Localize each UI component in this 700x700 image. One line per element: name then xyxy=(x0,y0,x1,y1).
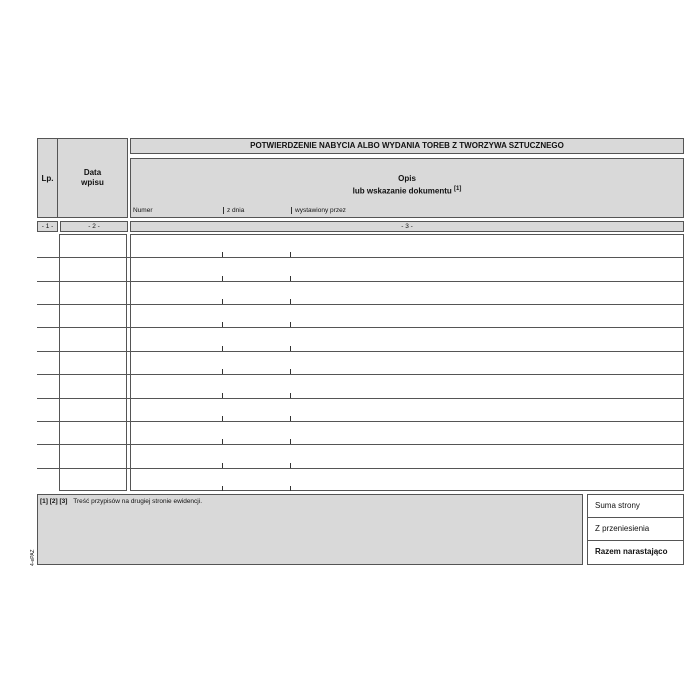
field-separator-tick xyxy=(290,439,291,444)
opis-column-box xyxy=(130,234,684,491)
footnote-box xyxy=(37,494,583,565)
opis-footnote-ref: [1] xyxy=(454,186,462,192)
field-separator-tick xyxy=(290,416,291,421)
sub-numer-label: Numer xyxy=(133,207,153,214)
field-separator-tick xyxy=(222,369,223,374)
data-wpisu-header-cell xyxy=(57,138,128,218)
opis-label-line2: lub wskazanie dokumentu xyxy=(352,186,452,196)
opis-label-line1: Opis xyxy=(398,174,416,183)
opis-header-label xyxy=(131,174,683,197)
table-row-divider xyxy=(37,398,684,399)
data-label-line2: wpisu xyxy=(81,178,104,187)
opis-header-cell xyxy=(130,158,684,218)
table-row-divider xyxy=(37,444,684,445)
lp-header-label: Lp. xyxy=(41,174,54,183)
field-separator-tick xyxy=(222,276,223,281)
field-separator-tick xyxy=(222,346,223,351)
field-separator-tick xyxy=(222,252,223,257)
data-label-line1: Data xyxy=(83,168,102,177)
table-row-divider xyxy=(37,327,684,328)
field-separator-tick xyxy=(222,439,223,444)
field-separator-tick xyxy=(290,393,291,398)
field-separator-tick xyxy=(290,299,291,304)
footnote-refs: [1] [2] [3] xyxy=(40,498,68,505)
data-wpisu-header-label xyxy=(58,168,127,188)
data-column-box xyxy=(59,234,127,491)
table-row-divider xyxy=(37,421,684,422)
z-przeniesienia-cell: Z przeniesienia xyxy=(587,517,684,541)
sub-wystawiony-label: wystawiony przez xyxy=(291,207,346,214)
field-separator-tick xyxy=(290,486,291,491)
table-row-divider xyxy=(37,374,684,375)
form-title: POTWIERDZENIE NABYCIA ALBO WYDANIA TOREB Z TWORZYWA SZTUCZNEGO xyxy=(130,138,684,154)
field-separator-tick xyxy=(222,393,223,398)
entry-table xyxy=(37,234,684,491)
field-separator-tick xyxy=(222,416,223,421)
footnote-text: Treść przypisów na drugiej stronie ewidencji. xyxy=(73,498,202,505)
lp-header-cell xyxy=(37,138,58,218)
suma-strony-cell: Suma strony xyxy=(587,494,684,518)
field-separator-tick xyxy=(290,463,291,468)
field-separator-tick xyxy=(290,369,291,374)
field-separator-tick xyxy=(290,276,291,281)
column-number-2: - 2 - xyxy=(60,221,128,232)
field-separator-tick xyxy=(222,299,223,304)
side-form-code: 4-ePAZ xyxy=(30,549,36,566)
column-number-1: - 1 - xyxy=(37,221,58,232)
field-separator-tick xyxy=(290,252,291,257)
column-number-3: - 3 - xyxy=(130,221,684,232)
field-separator-tick xyxy=(290,322,291,327)
table-row-divider xyxy=(37,304,684,305)
table-row-divider xyxy=(37,257,684,258)
table-row-divider xyxy=(37,281,684,282)
sub-z-dnia-label: z dnia xyxy=(223,207,244,214)
table-row-divider xyxy=(37,351,684,352)
field-separator-tick xyxy=(222,486,223,491)
razem-narastajaco-cell: Razem narastająco xyxy=(587,540,684,565)
field-separator-tick xyxy=(290,346,291,351)
field-separator-tick xyxy=(222,463,223,468)
field-separator-tick xyxy=(222,322,223,327)
table-row-divider xyxy=(37,468,684,469)
